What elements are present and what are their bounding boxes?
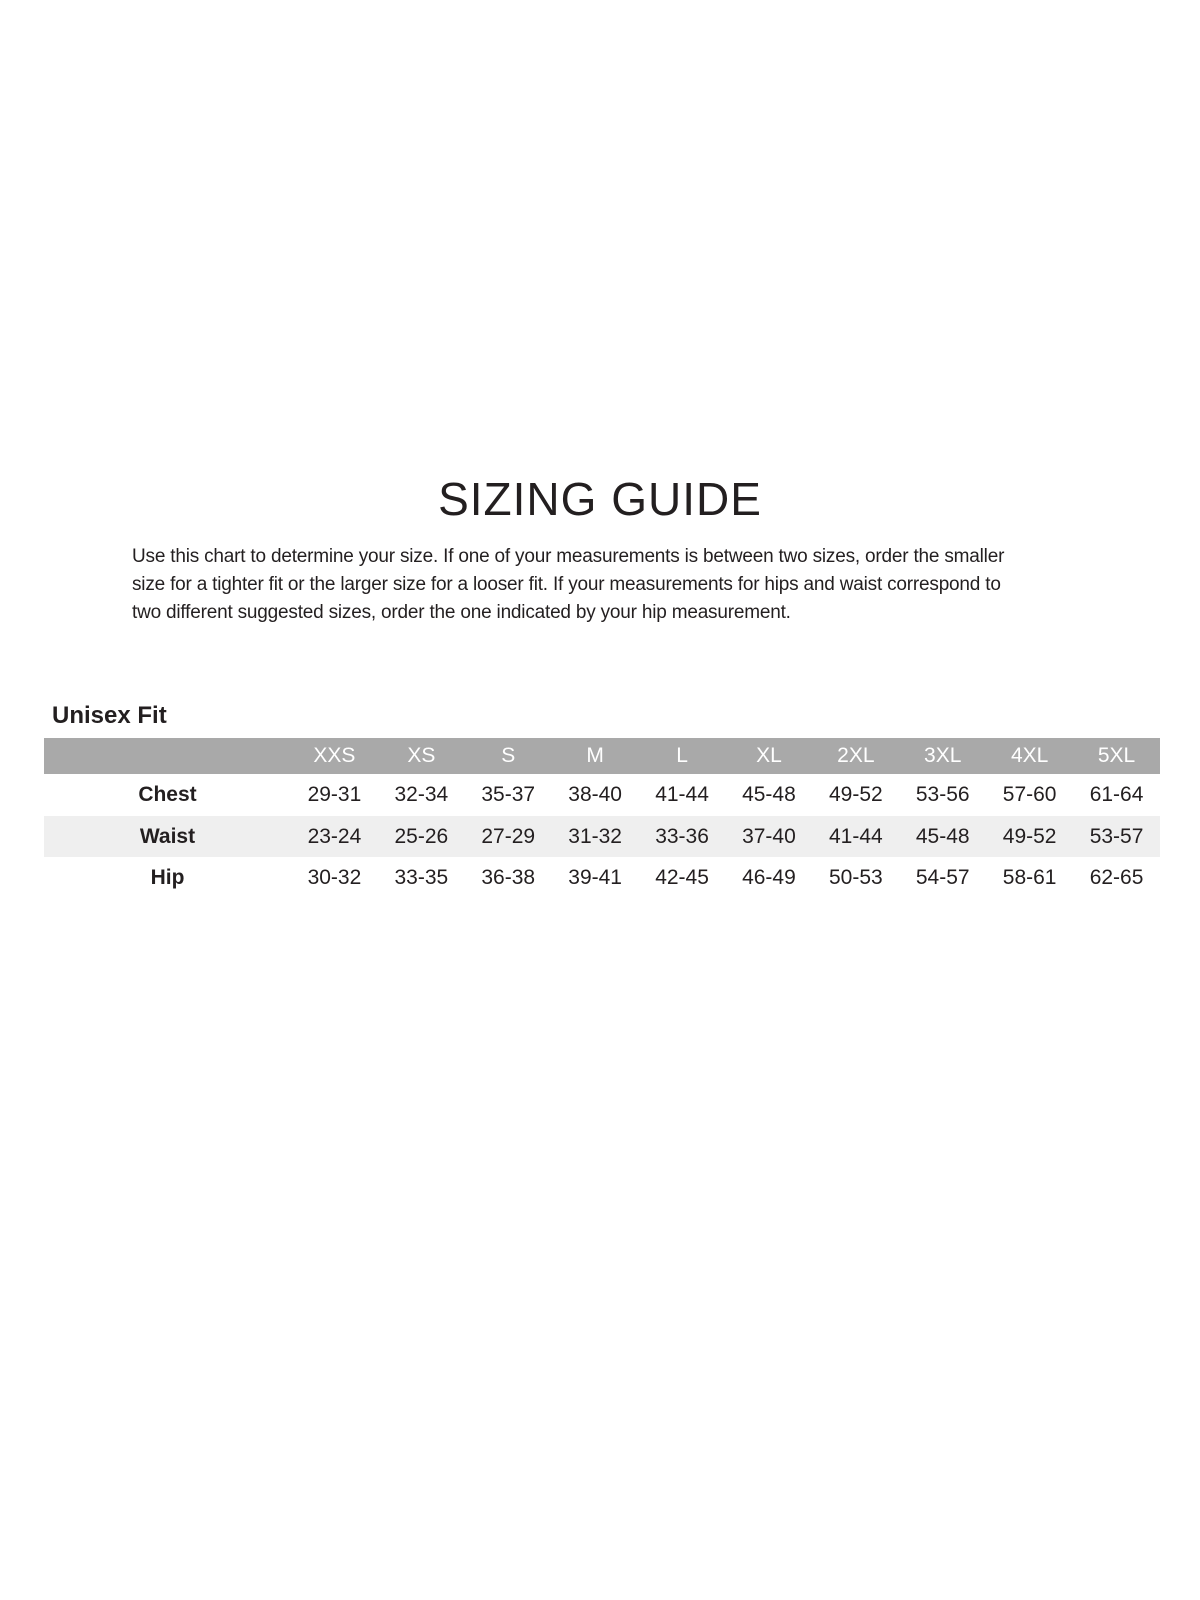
size-column-header: XL (756, 744, 782, 767)
size-column-header: L (676, 744, 688, 767)
intro-line: Use this chart to determine your size. If one of your measurements is between two sizes, order the smaller (132, 546, 1005, 567)
table-cell: 36-38 (481, 865, 536, 889)
table-cell: 33-35 (394, 865, 449, 889)
table-row-waist (44, 816, 1160, 857)
table-cell: 61-64 (1089, 783, 1144, 806)
table-cell: 33-36 (655, 824, 709, 848)
table-cell: 49-52 (828, 783, 883, 806)
intro-line: two different suggested sizes, order the one indicated by your hip measurement. (132, 602, 791, 623)
table-cell: 58-61 (1002, 865, 1057, 889)
table-cell: 42-45 (655, 865, 709, 889)
table-cell: 35-37 (481, 783, 536, 806)
size-column-header: S (501, 744, 516, 767)
table-cell: 38-40 (568, 783, 622, 806)
section-heading-unisex-fit: Unisex Fit (52, 702, 167, 729)
size-column-header: XS (407, 744, 436, 767)
table-cell: 62-65 (1089, 865, 1144, 889)
table-cell: 25-26 (394, 824, 449, 848)
table-cell: 53-56 (915, 783, 970, 806)
intro-paragraph (132, 543, 1004, 627)
table-cell: 30-32 (307, 865, 362, 889)
table-cell: 45-48 (742, 783, 796, 806)
table-cell: 37-40 (742, 824, 796, 848)
page-title: SIZING GUIDE (438, 473, 762, 525)
table-cell: 23-24 (307, 824, 362, 848)
table-cell: 27-29 (481, 824, 536, 848)
size-column-header: 2XL (837, 744, 875, 767)
table-cell: 31-32 (568, 824, 622, 848)
table-cell: 29-31 (307, 783, 362, 806)
table-cell: 32-34 (394, 783, 449, 806)
row-label: Chest (138, 783, 197, 806)
table-cell: 53-57 (1089, 824, 1144, 848)
row-label: Hip (150, 865, 185, 889)
size-column-header: 3XL (924, 744, 962, 767)
size-column-header: 5XL (1097, 744, 1136, 767)
intro-line: size for a tighter fit or the larger size for a looser fit. If your measurements for hips and waist correspond to (132, 574, 1001, 595)
size-column-header: XXS (313, 744, 356, 767)
table-cell: 57-60 (1002, 783, 1057, 806)
table-cell: 41-44 (655, 783, 709, 806)
table-cell: 54-57 (915, 865, 970, 889)
table-row-chest (44, 774, 1160, 816)
size-table-header-row (44, 738, 1160, 774)
table-cell: 45-48 (915, 824, 970, 848)
size-column-header: 4XL (1010, 744, 1049, 767)
table-cell: 50-53 (828, 865, 883, 889)
size-table (44, 738, 1160, 898)
table-cell: 49-52 (1002, 824, 1057, 848)
table-row-hip (44, 857, 1160, 898)
table-cell: 39-41 (568, 865, 622, 889)
table-cell: 46-49 (742, 865, 796, 889)
size-column-header: M (586, 744, 604, 767)
row-label: Waist (139, 824, 196, 848)
table-cell: 41-44 (828, 824, 883, 848)
